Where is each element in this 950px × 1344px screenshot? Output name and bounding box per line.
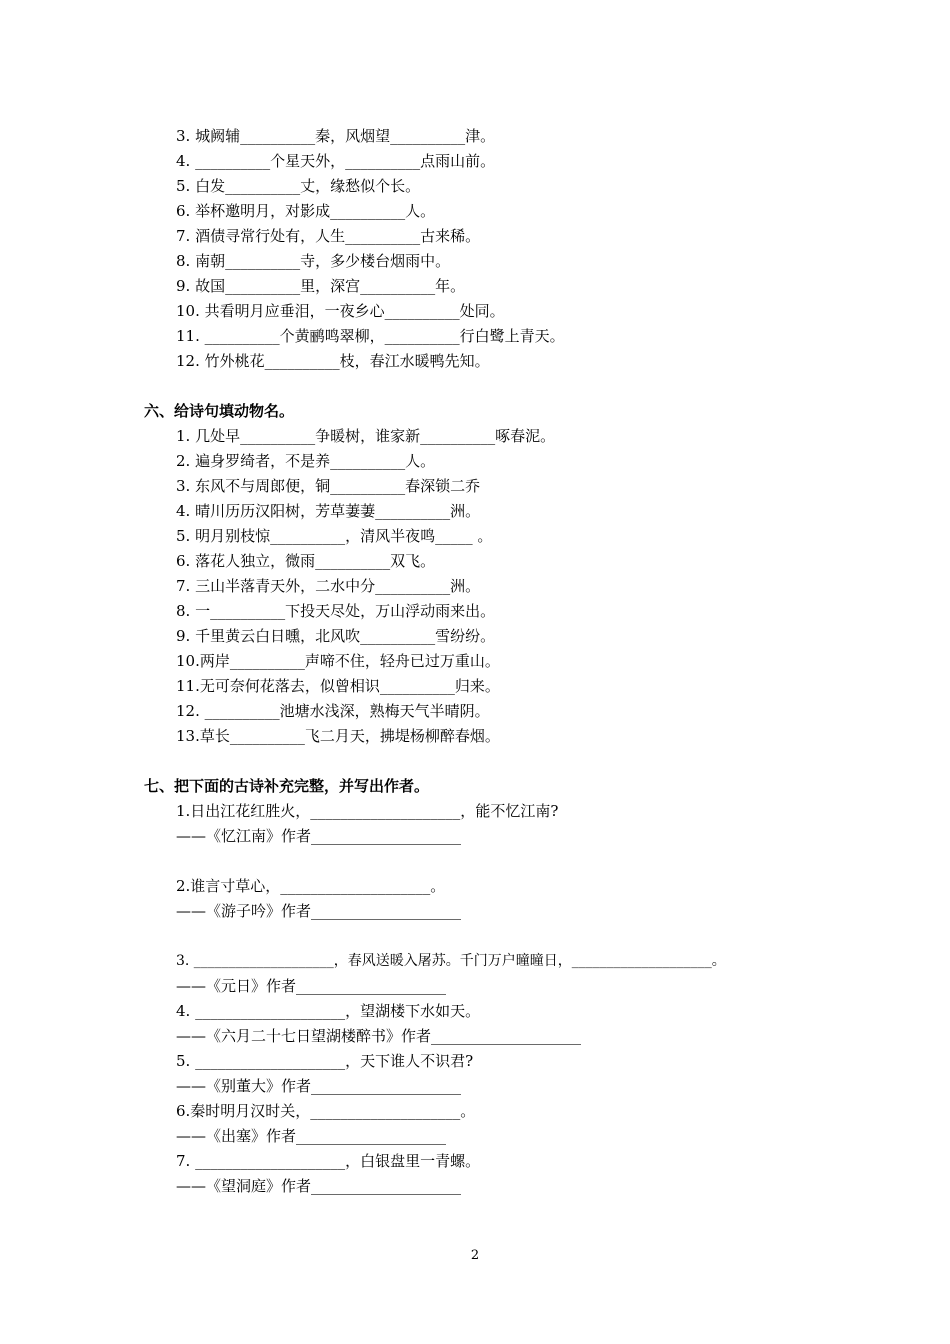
poem-completion-line: 1.日出江花红胜火，____________________，能不忆江南?	[176, 802, 559, 820]
poem-author-line: ——《六月二十七日望湖楼醉书》作者____________________	[176, 1027, 582, 1045]
poem-author-line: ——《忆江南》作者____________________	[176, 827, 462, 845]
animal-fill-item: 7. 三山半落青天外，二水中分__________洲。	[176, 577, 481, 595]
animal-fill-item: 10.两岸__________声啼不住，轻舟已过万重山。	[176, 652, 500, 670]
animal-fill-item: 5. 明月别枝惊__________，清风半夜鸣_____ 。	[176, 527, 493, 545]
poem-fill-item: 11. __________个黄鹂鸣翠柳，__________行白鹭上青天。	[176, 327, 565, 345]
poem-fill-item: 8. 南朝__________寺，多少楼台烟雨中。	[176, 252, 451, 270]
page-number: 2	[470, 1248, 480, 1263]
poem-completion-line: 6.秦时明月汉时关，____________________。	[176, 1102, 476, 1120]
poem-fill-item: 7. 酒债寻常行处有，人生__________古来稀。	[176, 227, 481, 245]
poem-completion-line: 5. ____________________，天下谁人不识君?	[176, 1052, 474, 1070]
poem-completion-line: 2.谁言寸草心，____________________。	[176, 877, 446, 895]
poem-completion-line: 4. ____________________，望湖楼下水如天。	[176, 1002, 481, 1020]
poem-fill-item: 5. 白发__________丈，缘愁似个长。	[176, 177, 421, 195]
poem-author-line: ——《元日》作者____________________	[176, 977, 447, 995]
poem-fill-item: 3. 城阙辅__________秦，风烟望__________津。	[176, 127, 496, 145]
animal-fill-item: 13.草长__________飞二月天，拂堤杨柳醉春烟。	[176, 727, 500, 745]
poem-author-line: ——《望洞庭》作者____________________	[176, 1177, 462, 1195]
poem-author-line: ——《游子吟》作者____________________	[176, 902, 462, 920]
poem-fill-item: 10. 共看明月应垂泪，一夜乡心__________处同。	[176, 302, 505, 320]
animal-fill-item: 4. 晴川历历汉阳树，芳草萋萋__________洲。	[176, 502, 481, 520]
animal-fill-item: 6. 落花人独立，微雨__________双飞。	[176, 552, 436, 570]
animal-fill-item: 1. 几处早__________争暖树，谁家新__________啄春泥。	[176, 427, 556, 445]
section-6-heading: 六、给诗句填动物名。	[144, 402, 295, 420]
section-7-heading: 七、把下面的古诗补充完整，并写出作者。	[144, 777, 430, 795]
animal-fill-item: 8. 一__________下投天尽处，万山浮动雨来出。	[176, 602, 496, 620]
poem-fill-item: 12. 竹外桃花__________枝，春江水暖鸭先知。	[176, 352, 490, 370]
poem-author-line: ——《出塞》作者____________________	[176, 1127, 447, 1145]
animal-fill-item: 11.无可奈何花落去，似曾相识__________归来。	[176, 677, 500, 695]
poem-completion-line: 3. ____________________，春风送暖入屠苏。千门万户曈曈日，____________________。	[176, 953, 726, 969]
animal-fill-item: 9. 千里黄云白日曛，北风吹__________雪纷纷。	[176, 627, 496, 645]
poem-author-line: ——《别董大》作者____________________	[176, 1077, 462, 1095]
poem-fill-item: 6. 举杯邀明月，对影成__________人。	[176, 202, 436, 220]
animal-fill-item: 2. 遍身罗绮者，不是养__________人。	[176, 452, 436, 470]
poem-fill-item: 9. 故国__________里，深宫__________年。	[176, 277, 466, 295]
poem-completion-line: 7. ____________________，白银盘里一青螺。	[176, 1152, 481, 1170]
animal-fill-item: 12. __________池塘水浅深，熟梅天气半晴阴。	[176, 702, 490, 720]
poem-fill-item: 4. __________个星天外，__________点雨山前。	[176, 152, 496, 170]
animal-fill-item: 3. 东风不与周郎便，铜__________春深锁二乔	[176, 477, 481, 495]
